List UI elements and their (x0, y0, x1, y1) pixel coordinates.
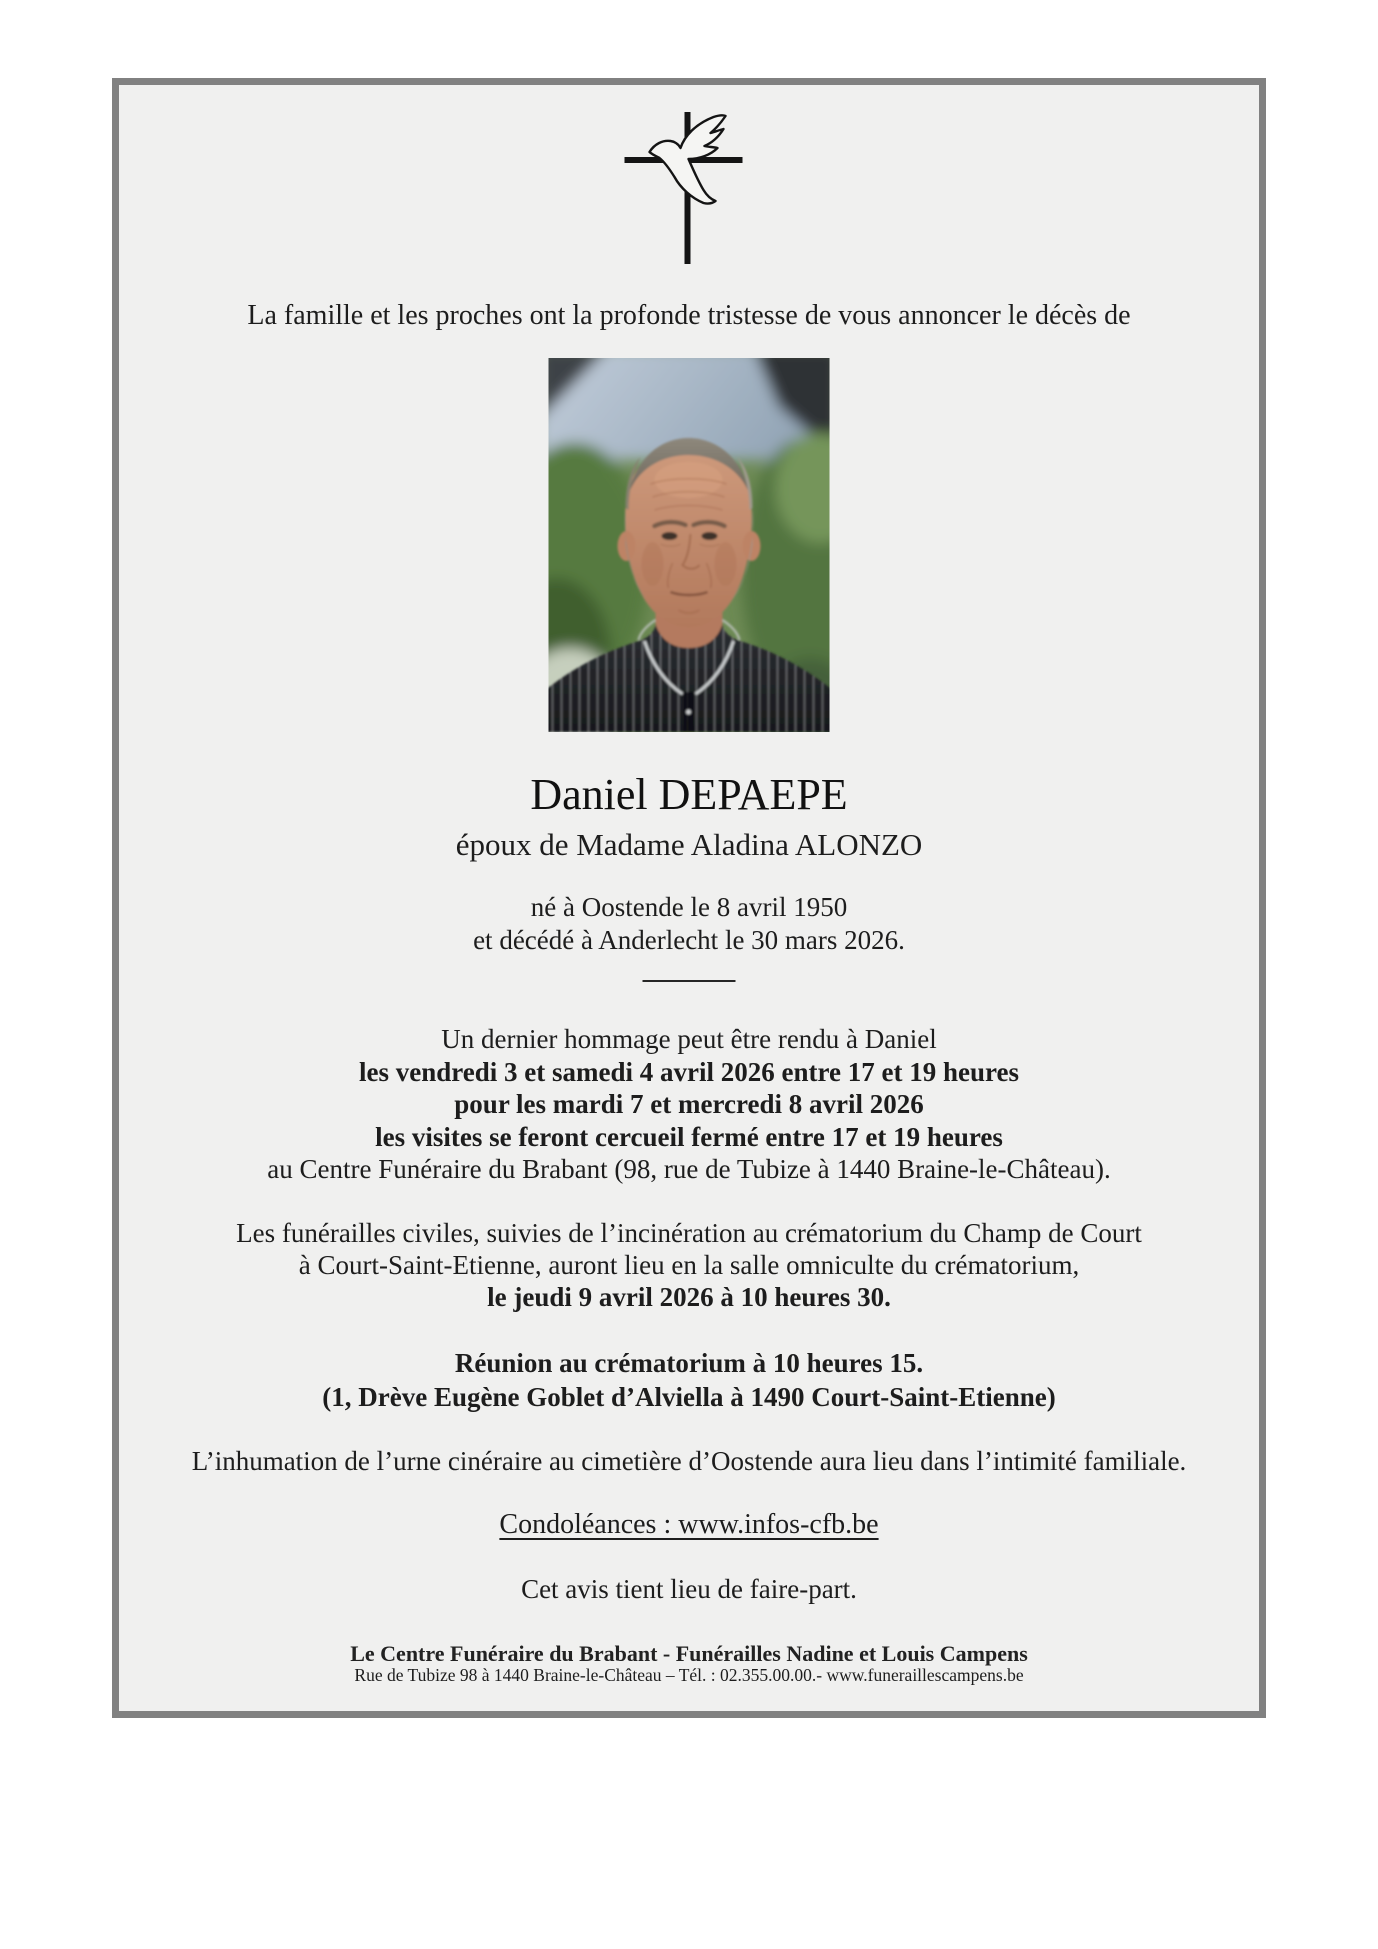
visitation-block (119, 1023, 1259, 1186)
deceased-name: Daniel DEPAEPE (530, 770, 848, 819)
condolences-line (119, 1509, 1259, 1541)
dove-cross-icon (622, 110, 757, 268)
meeting-block (119, 1346, 1259, 1414)
death-line: et décédé à Anderlecht le 30 mars 2026. (473, 925, 905, 955)
meeting-line-2: (1, Drève Eugène Goblet d’Alviella à 1490 Court-Saint-Etienne) (322, 1382, 1056, 1412)
footer-company: Le Centre Funéraire du Brabant - Funérailles Nadine et Louis Campens (350, 1641, 1028, 1666)
ceremony-line-1: Les funérailles civiles, suivies de l’incinération au crématorium du Champ de Court (236, 1218, 1142, 1248)
birth-line: né à Oostende le 8 avril 1950 (530, 892, 848, 922)
notice-line: Cet avis tient lieu de faire-part. (521, 1574, 857, 1604)
deceased-photo (549, 358, 830, 732)
footer-address: Rue de Tubize 98 à 1440 Braine-le-Château – Tél. : 02.355.00.00.- www.funeraillescampens.be (354, 1665, 1024, 1685)
intro-text: La famille et les proches ont la profonde tristesse de vous annoncer le décès de (247, 300, 1131, 331)
visitation-dates-line-3: les visites se feront cercueil fermé entre 17 et 19 heures (375, 1121, 1003, 1152)
spouse-line: époux de Madame Aladina ALONZO (455, 827, 923, 862)
visitation-dates-line-2: pour les mardi 7 et mercredi 8 avril 2026 (454, 1089, 924, 1119)
ceremony-block (119, 1217, 1259, 1313)
visitation-dates-line-1: les vendredi 3 et samedi 4 avril 2026 entre 17 et 19 heures (359, 1056, 1019, 1087)
urn-line: L’inhumation de l’urne cinéraire au cimetière d’Oostende aura lieu dans l’intimité familiale. (191, 1446, 1187, 1476)
ceremony-datetime-line: le jeudi 9 avril 2026 à 10 heures 30. (487, 1282, 891, 1312)
condolences-link[interactable]: Condoléances : www.infos-cfb.be (499, 1509, 879, 1540)
visitation-intro-line: Un dernier hommage peut être rendu à Daniel (441, 1024, 937, 1054)
meeting-line-1: Réunion au crématorium à 10 heures 15. (454, 1348, 924, 1378)
birth-death-lines (119, 891, 1259, 957)
ceremony-line-2: à Court-Saint-Etienne, auront lieu en la salle omniculte du crématorium, (298, 1250, 1080, 1280)
visitation-location-line: au Centre Funéraire du Brabant (98, rue de Tubize à 1440 Braine-le-Château). (267, 1154, 1111, 1184)
divider-rule (643, 980, 736, 982)
memorial-card (112, 78, 1266, 1718)
